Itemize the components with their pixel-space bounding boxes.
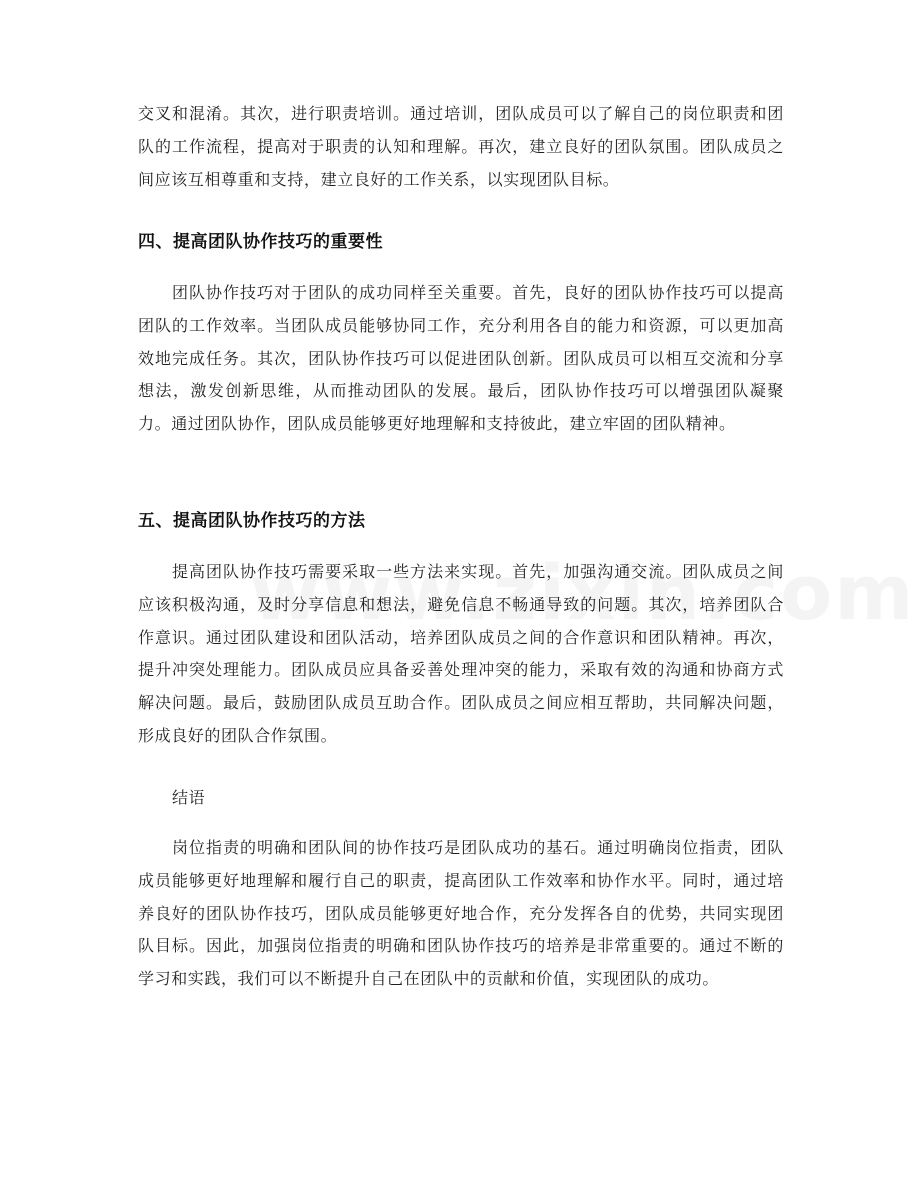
paragraph-closing: 岗位指责的明确和团队间的协作技巧是团队成功的基石。通过明确岗位指责，团队成员能够更好地理解和履行自己的职责，提高团队工作效率和协作水平。同时，通过培养良好的团队协作技巧，团队成员能够更好地合作，充分发挥各自的优势，共同实现团队目标。因此，加强岗位指责的明确和团队协作技巧的培养是非常重要的。通过不断的学习和实践，我们可以不断提升自己在团队中的贡献和价值，实现团队的成功。 (138, 838, 784, 989)
paragraph-importance: 团队协作技巧对于团队的成功同样至关重要。首先，良好的团队协作技巧可以提高团队的工作效率。当团队成员能够协同工作，充分利用各自的能力和资源，可以更加高效地完成任务。其次，团队协作技巧可以促进团队创新。团队成员可以相互交流和分享想法，激发创新思维，从而推动团队的发展。最后，团队协作技巧可以增强团队凝聚力。通过团队协作，团队成员能够更好地理解和支持彼此，建立牢固的团队精神。 (138, 283, 784, 434)
section-heading-importance: 四、提高团队协作技巧的重要性 (138, 232, 383, 252)
section-heading-methods: 五、提高团队协作技巧的方法 (138, 511, 366, 531)
paragraph-continued: 交叉和混淆。其次，进行职责培训。通过培训，团队成员可以了解自己的岗位职责和团队的工作流程，提高对于职责的认知和理解。再次，建立良好的团队氛围。团队成员之间应该互相尊重和支持，建立良好的工作关系，以实现团队目标。 (138, 104, 784, 189)
closing-heading: 结语 (172, 788, 206, 807)
paragraph-methods: 提高团队协作技巧需要采取一些方法来实现。首先，加强沟通交流。团队成员之间应该积极沟通，及时分享信息和想法，避免信息不畅通导致的问题。其次，培养团队合作意识。通过团队建设和团队活动，培养团队成员之间的合作意识和团队精神。再次，提升冲突处理能力。团队成员应具备妥善处理冲突的能力，采取有效的沟通和协商方式解决问题。最后，鼓励团队成员互助合作。团队成员之间应相互帮助，共同解决问题，形成良好的团队合作氛围。 (138, 562, 784, 745)
